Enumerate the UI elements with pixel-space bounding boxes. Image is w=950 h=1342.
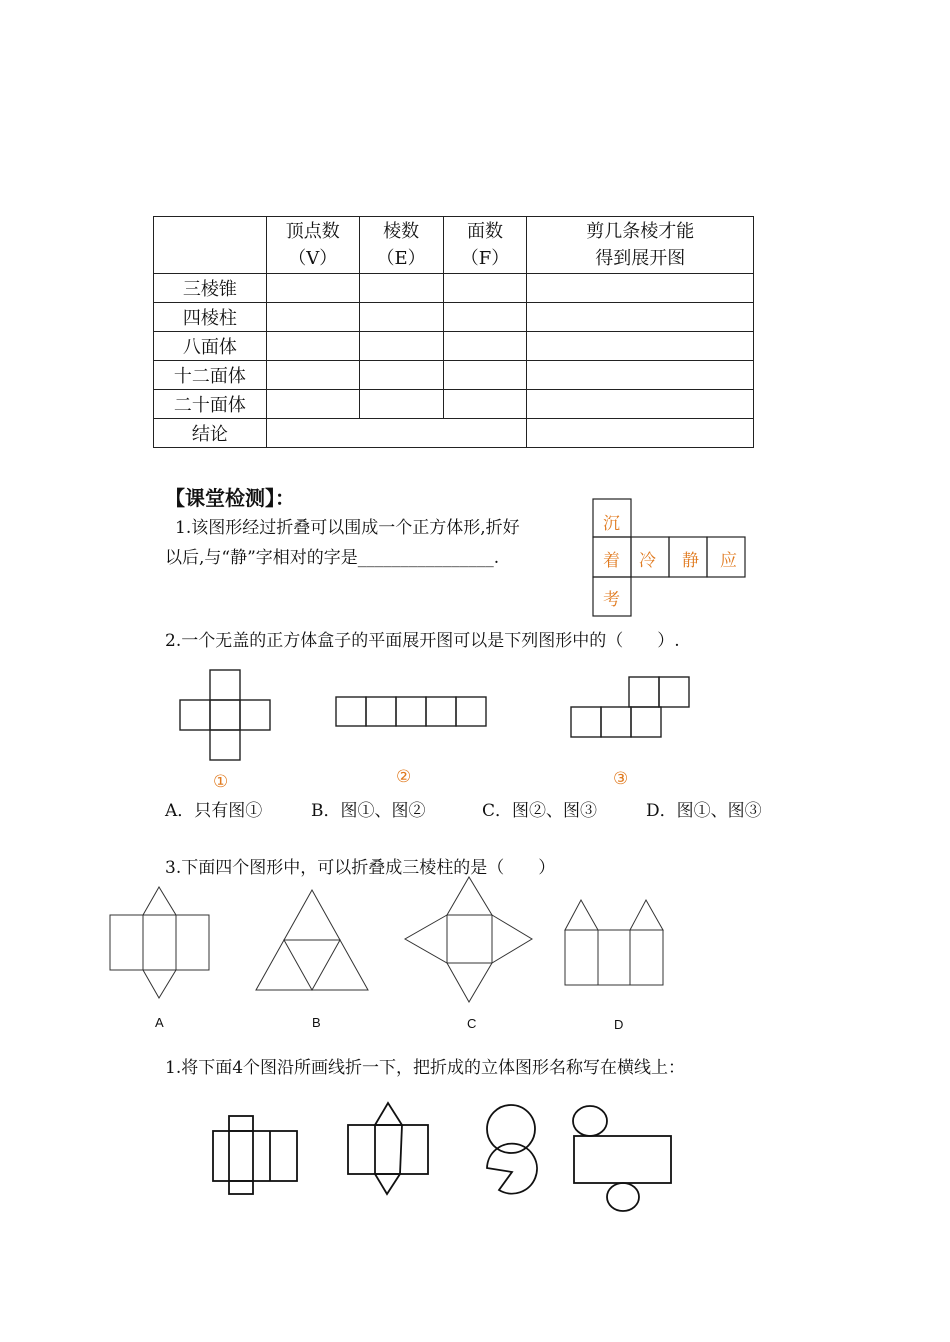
q2-option-b[interactable]: B．图①、图②	[311, 801, 426, 821]
q4-fig1-body	[213, 1131, 297, 1181]
q4-fig4-circle	[573, 1106, 607, 1136]
q2-option-d[interactable]: D．图①、图③	[646, 801, 762, 821]
header-cut-line1: 剪几条棱才能	[586, 221, 695, 242]
header-faces-label: 面数	[467, 221, 504, 242]
q3-label-b: B	[312, 1015, 321, 1030]
row-label: 十二面体	[154, 361, 267, 390]
q2-fig-label-2: ②	[396, 767, 412, 787]
header-edges-label: 棱数	[383, 221, 420, 242]
q4-fig1-flap	[229, 1116, 253, 1131]
q3-label-d: D	[614, 1017, 624, 1032]
q4-fig2-fold	[400, 1125, 402, 1174]
conclusion-label: 结论	[154, 419, 267, 448]
cube-char-2: 着	[603, 551, 620, 571]
row-label: 二十面体	[154, 390, 267, 419]
q2-fig-label-1: ①	[213, 772, 229, 792]
q3-label-a: A	[155, 1015, 164, 1030]
header-vertices-symbol: （V）	[288, 248, 338, 269]
header-cut-line2: 得到展开图	[595, 248, 686, 269]
q2-text: 2.一个无盖的正方体盒子的平面展开图可以是下列图形中的（ ）.	[165, 631, 680, 651]
q1-line2-text: 以后,与“静”字相对的字是	[165, 548, 358, 568]
row-label: 八面体	[154, 332, 267, 361]
q4-fig3-sector	[487, 1144, 537, 1194]
header-faces-symbol: （F）	[460, 248, 510, 269]
section-title: 【课堂检测】：	[165, 486, 295, 510]
row-label: 四棱柱	[154, 303, 267, 332]
q2-option-a[interactable]: A．只有图①	[165, 801, 263, 821]
q3-text: 3.下面四个图形中，可以折叠成三棱柱的是（ ）	[165, 858, 556, 878]
header-vertices-label: 顶点数	[285, 221, 340, 242]
q1-line1: 1.该图形经过折叠可以围成一个正方体形,折好	[175, 518, 520, 538]
header-edges-symbol: （E）	[376, 248, 426, 269]
cube-char-5: 应	[720, 551, 737, 571]
q4-fig2-body	[348, 1125, 428, 1174]
cube-char-4: 静	[682, 551, 699, 571]
q4-fig2-triangle	[375, 1103, 402, 1125]
q3-label-c: C	[467, 1016, 477, 1031]
q2-option-c[interactable]: C．图②、图③	[482, 801, 598, 821]
row-label: 三棱锥	[154, 274, 267, 303]
cube-char-3: 冷	[639, 551, 656, 571]
q2-fig-label-3: ③	[613, 769, 629, 789]
cube-char-6: 考	[603, 590, 620, 610]
q4-text: 1.将下面4个图沿所画线折一下，把折成的立体图形名称写在横线上：	[165, 1058, 686, 1078]
q4-fig2-triangle	[375, 1174, 400, 1194]
q4-fig4-body	[574, 1136, 671, 1183]
q4-fig1-flap	[229, 1181, 253, 1194]
cube-char-1: 沉	[603, 514, 620, 534]
q4-fig4-circle	[607, 1183, 639, 1211]
q4-fig3-circle	[487, 1105, 535, 1153]
q1-answer-blank[interactable]: ________________.	[357, 548, 500, 568]
